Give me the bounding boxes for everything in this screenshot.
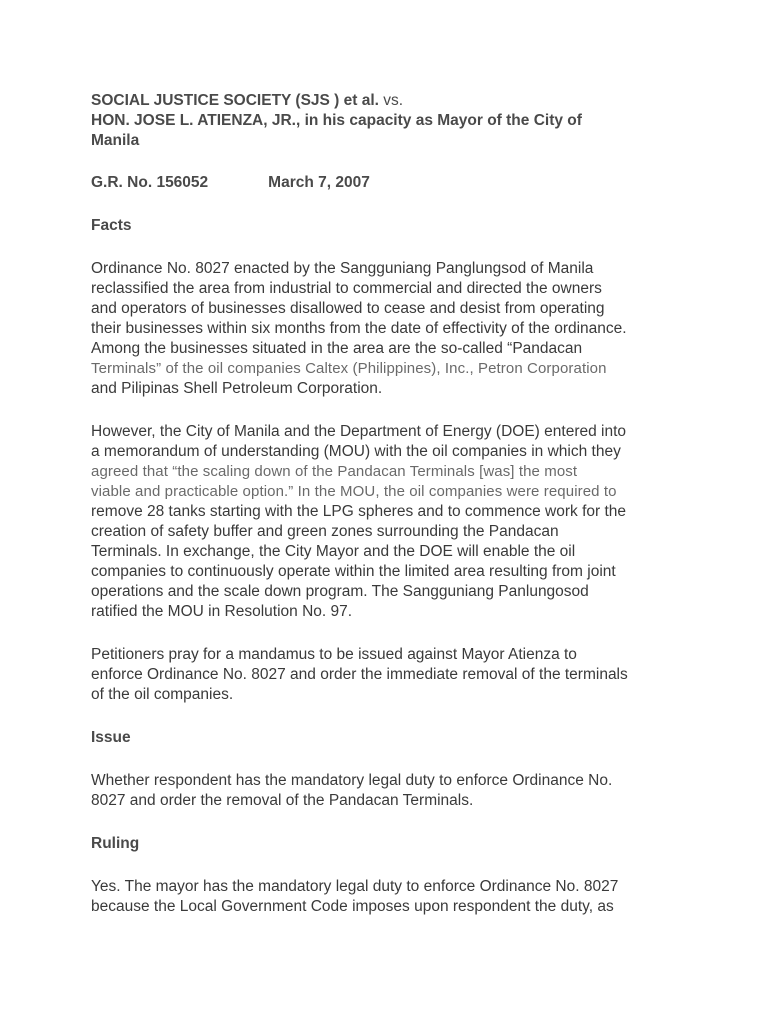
text-line: Whether respondent has the mandatory legal duty to enforce Ordinance No. [91, 772, 613, 789]
text-line: of the oil companies. [91, 686, 234, 703]
issue-paragraph [91, 771, 691, 811]
facts-paragraph-2 [91, 422, 691, 622]
text-line: Among the businesses situated in the area are the so-called “Pandacan [91, 340, 583, 357]
text-line: viable and practicable option.” In the MOU, the oil companies were required to [91, 483, 617, 500]
case-title-vs: vs. [378, 92, 404, 109]
text-line: Terminals” of the oil companies Caltex (Philippines), Inc., Petron Corporation [91, 360, 607, 377]
case-title-parties: SOCIAL JUSTICE SOCIETY (SJS ) et al. [91, 92, 379, 109]
text-line: and operators of businesses disallowed to cease and desist from operating [91, 300, 605, 317]
ruling-heading: Ruling [91, 835, 140, 852]
ruling-paragraph [91, 877, 691, 917]
text-line: agreed that “the scaling down of the Pandacan Terminals [was] the most [91, 463, 578, 480]
text-line: a memorandum of understanding (MOU) with the oil companies in which they [91, 443, 621, 460]
text-line: Yes. The mayor has the mandatory legal duty to enforce Ordinance No. 8027 [91, 878, 619, 895]
text-line: companies to continuously operate within the limited area resulting from joint [91, 563, 616, 580]
issue-heading: Issue [91, 729, 131, 746]
text-line: However, the City of Manila and the Department of Energy (DOE) entered into [91, 423, 627, 440]
facts-paragraph-3 [91, 645, 691, 705]
case-reference [91, 173, 691, 193]
text-line: Terminals. In exchange, the City Mayor and the DOE will enable the oil [91, 543, 576, 560]
text-line: creation of safety buffer and green zones surrounding the Pandacan [91, 523, 559, 540]
text-line: reclassified the area from industrial to commercial and directed the owners [91, 280, 602, 297]
text-line: Petitioners pray for a mandamus to be issued against Mayor Atienza to [91, 646, 577, 663]
text-line: enforce Ordinance No. 8027 and order the immediate removal of the terminals [91, 666, 628, 683]
text-line: operations and the scale down program. The Sangguniang Panlungosod [91, 583, 589, 600]
facts-paragraph-1 [91, 259, 691, 399]
case-title [91, 91, 691, 151]
text-line: 8027 and order the removal of the Pandacan Terminals. [91, 792, 474, 809]
text-line: Ordinance No. 8027 enacted by the Sangguniang Panglungsod of Manila [91, 260, 594, 277]
facts-heading: Facts [91, 217, 132, 234]
gr-number: G.R. No. 156052 [91, 174, 209, 191]
text-line: because the Local Government Code imposes upon respondent the duty, as [91, 898, 614, 915]
text-line: ratified the MOU in Resolution No. 97. [91, 603, 353, 620]
text-line: and Pilipinas Shell Petroleum Corporation. [91, 380, 383, 397]
case-title-respondent-cont: Manila [91, 132, 140, 149]
case-title-respondent: HON. JOSE L. ATIENZA, JR., in his capacity as Mayor of the City of [91, 112, 582, 129]
document-body [91, 91, 691, 917]
text-line: remove 28 tanks starting with the LPG spheres and to commence work for the [91, 503, 627, 520]
text-line: their businesses within six months from the date of effectivity of the ordinance. [91, 320, 627, 337]
case-date: March 7, 2007 [268, 174, 370, 191]
